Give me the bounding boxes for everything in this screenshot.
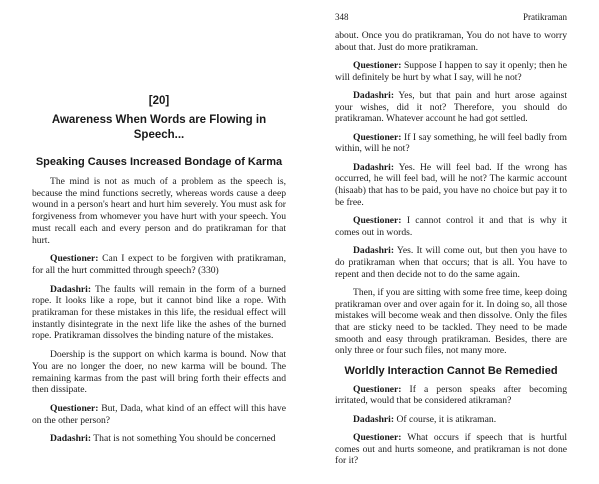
paragraph-text: about. Once you do pratikraman, You do not have to worry about that. Just do more pratikraman. [335, 30, 567, 53]
paragraph-text: The faults will remain in the form of a burned rope. It looks like a rope, but it cannot bind like a rope. With pratikraman for these mistakes in this life, the residual effect will instantly disintegrate in the next life like the ashes of the burned rope. Pratikraman dissolves the binding nature of the mistakes. [32, 283, 286, 342]
speaker-label: Questioner: [353, 431, 402, 443]
right-page [300, 0, 599, 484]
paragraph-text: What occurs if speech that is hurtful comes out and hurts someone, and pratikraman is not done for it? [335, 431, 567, 467]
speaker-label: Dadashri: [353, 161, 395, 173]
paragraph-text: The mind is not as much of a problem as the speech is, because the mind functions secretly, whereas words cause a deep wound in a person's heart and hurt him severely. You must ask for forgiveness from whomever you have hurt with your speech. You must recall each and every person and do pratikraman for that hurt. [32, 176, 286, 246]
paragraph [335, 132, 567, 155]
speaker-label: Questioner: [50, 402, 99, 414]
paragraph [32, 284, 286, 343]
paragraph [335, 30, 567, 53]
paragraph-text: Can I expect to be forgiven with pratikraman, for all the hurt committed through speech? (330) [32, 253, 286, 276]
right-body-top [335, 30, 567, 357]
section-title: Speaking Causes Increased Bondage of Karma [35, 156, 283, 168]
paragraph [32, 349, 286, 396]
speaker-label: Dadashri: [50, 283, 92, 295]
paragraph [32, 403, 286, 426]
speaker-label: Questioner: [353, 60, 402, 71]
paragraph [32, 176, 286, 246]
paragraph [335, 215, 567, 238]
paragraph [335, 162, 567, 209]
paragraph-text: Yes. He will feel bad. If the wrong has occurred, he will feel bad, will he not? The karmic account (hisaab) that has to be paid, you have no choice but pay it to be free. [335, 161, 567, 208]
left-body [32, 176, 286, 445]
chapter-title: Awareness When Words are Flowing in Speech... [51, 114, 267, 141]
paragraph [335, 287, 567, 357]
paragraph-text: Yes, but that pain and hurt arose against your wishes, did it not? Therefore, you should do pratikraman. Whatever account he had got settled. [335, 90, 567, 125]
running-head [335, 12, 567, 22]
paragraph-text: Suppose I happen to say it openly; then he will definitely be hurt by what I say, will he not? [335, 60, 567, 83]
speaker-label: Dadashri: [50, 433, 92, 445]
speaker-label: Dadashri: [353, 245, 395, 257]
paragraph [335, 432, 567, 467]
speaker-label: Questioner: [353, 131, 402, 143]
paragraph [32, 253, 286, 276]
paragraph [335, 384, 567, 407]
speaker-label: Questioner: [50, 253, 99, 265]
right-body-bottom [335, 384, 567, 467]
chapter-number: [20] [148, 95, 170, 107]
paragraph-text: Yes. It will come out, but then you have to do pratikraman when that occurs; that is all. You have to repent and then decide not to do the same again. [335, 245, 567, 280]
paragraph-text: I cannot control it and that is why it comes out in words. [335, 215, 567, 238]
paragraph-text: If a person speaks after becoming irritated, would that be considered atikraman? [335, 383, 567, 407]
page-number: 348 [335, 12, 349, 22]
speaker-label: Questioner: [353, 383, 402, 395]
paragraph [335, 245, 567, 280]
paragraph-text: But, Dada, what kind of an effect will this have on the other person? [32, 402, 286, 426]
paragraph [335, 90, 567, 125]
speaker-label: Dadashri: [353, 413, 395, 425]
paragraph-text: Doership is the support on which karma is bound. Now that You are no longer the doer, no new karma will be bound. The remaining karmas from the past will bring forth their effects and then dissipate. [32, 349, 286, 396]
section-title-worldly: Worldly Interaction Cannot Be Remedied [344, 364, 558, 377]
paragraph-text: Then, if you are sitting with some free time, keep doing pratikraman over and over again for it. In doing so, all those mistakes will become weak and then dissolve. Only the files that are sticky need to be tackled. They need to be made smooth and easy through pratikraman. Besides, there are only three or four such files, not many more. [335, 286, 567, 357]
speaker-label: Questioner: [353, 215, 402, 227]
paragraph-text: Of course, it is atikraman. [396, 413, 497, 425]
paragraph-text: If I say something, he will feel badly from within, will he not? [335, 131, 567, 155]
speaker-label: Dadashri: [353, 90, 395, 101]
paragraph-text: That is not something You should be concerned [93, 433, 276, 445]
book-title: Pratikraman [523, 12, 567, 22]
paragraph [335, 60, 567, 83]
paragraph [335, 414, 567, 426]
paragraph [32, 433, 286, 445]
